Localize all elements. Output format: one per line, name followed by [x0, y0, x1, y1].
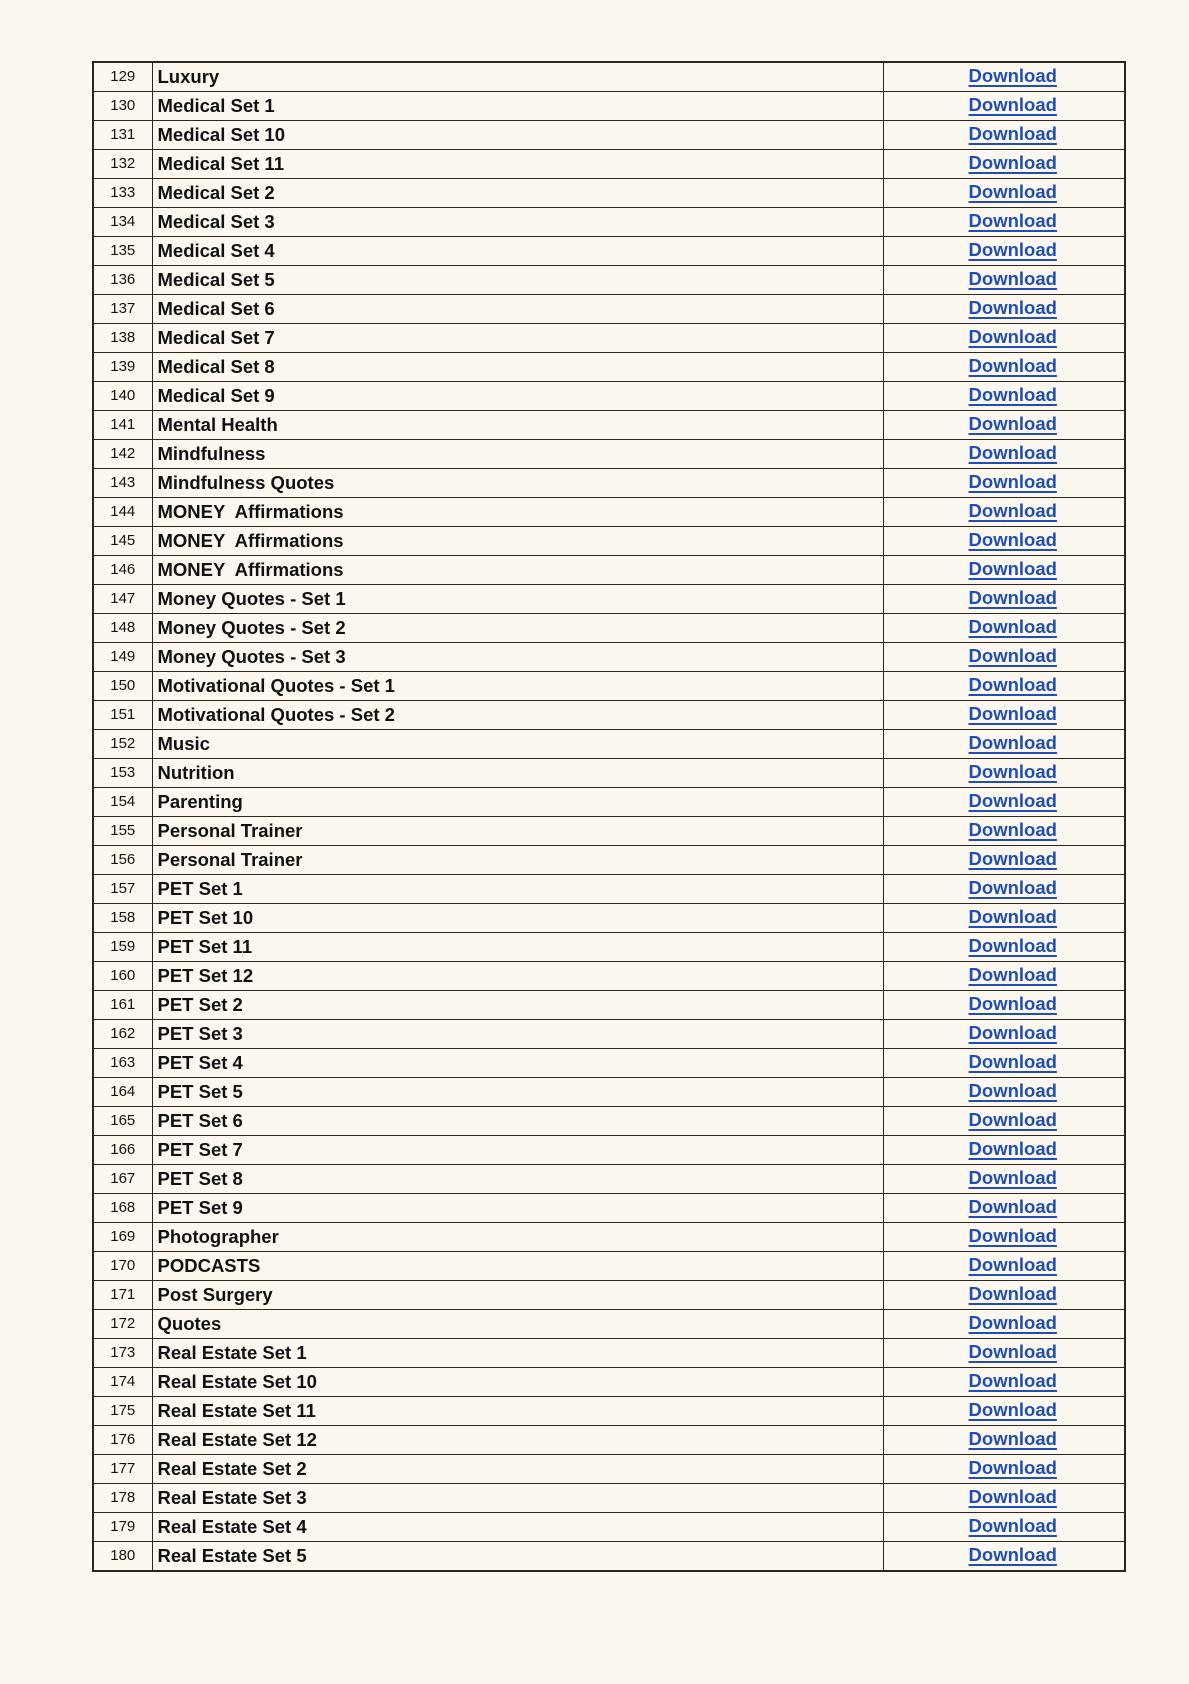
download-cell [883, 817, 1125, 846]
download-link[interactable]: Download [968, 529, 1057, 550]
download-link[interactable]: Download [968, 1283, 1057, 1304]
download-cell [883, 904, 1125, 933]
item-name: Motivational Quotes - Set 2 [152, 701, 883, 730]
item-name: Parenting [152, 788, 883, 817]
item-name: PET Set 2 [152, 991, 883, 1020]
download-link[interactable]: Download [968, 819, 1057, 840]
row-number: 135 [93, 237, 152, 266]
download-link[interactable]: Download [968, 1399, 1057, 1420]
table-row [93, 1194, 1125, 1223]
item-name: Photographer [152, 1223, 883, 1252]
item-name: Medical Set 3 [152, 208, 883, 237]
download-link[interactable]: Download [968, 500, 1057, 521]
row-number: 133 [93, 179, 152, 208]
download-link[interactable]: Download [968, 268, 1057, 289]
download-cell [883, 1107, 1125, 1136]
download-cell [883, 933, 1125, 962]
download-link[interactable]: Download [968, 848, 1057, 869]
row-number: 145 [93, 527, 152, 556]
download-link[interactable]: Download [968, 181, 1057, 202]
download-cell [883, 875, 1125, 904]
download-cell [883, 1252, 1125, 1281]
row-number: 155 [93, 817, 152, 846]
item-name: Money Quotes - Set 3 [152, 643, 883, 672]
download-link[interactable]: Download [968, 297, 1057, 318]
download-link[interactable]: Download [968, 471, 1057, 492]
row-number: 149 [93, 643, 152, 672]
table-row [93, 701, 1125, 730]
table-row [93, 556, 1125, 585]
row-number: 177 [93, 1455, 152, 1484]
row-number: 157 [93, 875, 152, 904]
download-link[interactable]: Download [968, 1167, 1057, 1188]
item-name: Medical Set 6 [152, 295, 883, 324]
item-name: PET Set 6 [152, 1107, 883, 1136]
row-number: 165 [93, 1107, 152, 1136]
table-row [93, 643, 1125, 672]
row-number: 172 [93, 1310, 152, 1339]
download-cell [883, 353, 1125, 382]
row-number: 169 [93, 1223, 152, 1252]
table-row [93, 962, 1125, 991]
row-number: 148 [93, 614, 152, 643]
download-link[interactable]: Download [968, 877, 1057, 898]
row-number: 179 [93, 1513, 152, 1542]
table-row [93, 469, 1125, 498]
row-number: 176 [93, 1426, 152, 1455]
item-name: Real Estate Set 10 [152, 1368, 883, 1397]
table-row [93, 1484, 1125, 1513]
download-cell [883, 1339, 1125, 1368]
download-cell [883, 585, 1125, 614]
item-name: Medical Set 2 [152, 179, 883, 208]
download-link[interactable]: Download [968, 442, 1057, 463]
download-cell [883, 614, 1125, 643]
download-link[interactable]: Download [968, 1457, 1057, 1478]
download-link[interactable]: Download [968, 239, 1057, 260]
table-row [93, 1455, 1125, 1484]
row-number: 142 [93, 440, 152, 469]
item-name: Real Estate Set 2 [152, 1455, 883, 1484]
item-name: Medical Set 5 [152, 266, 883, 295]
download-link[interactable]: Download [968, 761, 1057, 782]
download-cell [883, 121, 1125, 150]
table-row [93, 208, 1125, 237]
table-row [93, 266, 1125, 295]
item-name: Motivational Quotes - Set 1 [152, 672, 883, 701]
item-name: MONEY Affirmations [152, 556, 883, 585]
download-cell [883, 237, 1125, 266]
item-name: Medical Set 4 [152, 237, 883, 266]
download-cell [883, 1484, 1125, 1513]
row-number: 140 [93, 382, 152, 411]
table-row [93, 759, 1125, 788]
row-number: 163 [93, 1049, 152, 1078]
row-number: 143 [93, 469, 152, 498]
download-link[interactable]: Download [968, 1341, 1057, 1362]
download-cell [883, 556, 1125, 585]
item-name: Mindfulness Quotes [152, 469, 883, 498]
download-cell [883, 962, 1125, 991]
table-row [93, 295, 1125, 324]
download-cell [883, 730, 1125, 759]
table-row [93, 1136, 1125, 1165]
download-link[interactable]: Download [968, 790, 1057, 811]
item-name: Money Quotes - Set 2 [152, 614, 883, 643]
item-name: Medical Set 1 [152, 92, 883, 121]
download-link[interactable]: Download [968, 384, 1057, 405]
table-row [93, 1542, 1125, 1572]
row-number: 159 [93, 933, 152, 962]
download-link[interactable]: Download [968, 645, 1057, 666]
download-link[interactable]: Download [968, 1022, 1057, 1043]
item-name: MONEY Affirmations [152, 498, 883, 527]
table-row [93, 121, 1125, 150]
row-number: 162 [93, 1020, 152, 1049]
row-number: 175 [93, 1397, 152, 1426]
download-link[interactable]: Download [968, 703, 1057, 724]
download-link[interactable]: Download [968, 1138, 1057, 1159]
item-name: PET Set 11 [152, 933, 883, 962]
row-number: 150 [93, 672, 152, 701]
row-number: 174 [93, 1368, 152, 1397]
item-name: PET Set 12 [152, 962, 883, 991]
item-name: Medical Set 7 [152, 324, 883, 353]
table-row [93, 730, 1125, 759]
table-row [93, 1078, 1125, 1107]
table-row [93, 1252, 1125, 1281]
table-row [93, 440, 1125, 469]
table-row [93, 150, 1125, 179]
download-link[interactable]: Download [968, 1080, 1057, 1101]
download-link[interactable]: Download [968, 1515, 1057, 1536]
table-row [93, 498, 1125, 527]
item-name: PET Set 1 [152, 875, 883, 904]
download-cell [883, 208, 1125, 237]
download-link[interactable]: Download [968, 935, 1057, 956]
row-number: 141 [93, 411, 152, 440]
download-link[interactable]: Download [968, 210, 1057, 231]
download-link[interactable]: Download [968, 1428, 1057, 1449]
item-name: PET Set 8 [152, 1165, 883, 1194]
row-number: 158 [93, 904, 152, 933]
item-name: Real Estate Set 12 [152, 1426, 883, 1455]
item-name: Medical Set 8 [152, 353, 883, 382]
row-number: 167 [93, 1165, 152, 1194]
download-link[interactable]: Download [968, 732, 1057, 753]
row-number: 137 [93, 295, 152, 324]
item-name: Post Surgery [152, 1281, 883, 1310]
table-row [93, 382, 1125, 411]
download-cell [883, 1368, 1125, 1397]
item-name: PET Set 4 [152, 1049, 883, 1078]
row-number: 147 [93, 585, 152, 614]
download-link[interactable]: Download [968, 1486, 1057, 1507]
item-name: Personal Trainer [152, 817, 883, 846]
item-name: Mental Health [152, 411, 883, 440]
table-row [93, 1107, 1125, 1136]
row-number: 166 [93, 1136, 152, 1165]
download-cell [883, 1136, 1125, 1165]
download-cell [883, 92, 1125, 121]
download-cell [883, 1455, 1125, 1484]
download-cell [883, 62, 1125, 92]
download-cell [883, 1513, 1125, 1542]
table-row [93, 1165, 1125, 1194]
row-number: 170 [93, 1252, 152, 1281]
item-name: Real Estate Set 1 [152, 1339, 883, 1368]
item-name: Real Estate Set 5 [152, 1542, 883, 1572]
download-cell [883, 440, 1125, 469]
item-name: Medical Set 9 [152, 382, 883, 411]
download-link[interactable]: Download [968, 1312, 1057, 1333]
download-link[interactable]: Download [968, 123, 1057, 144]
row-number: 132 [93, 150, 152, 179]
download-cell [883, 1281, 1125, 1310]
item-name: Real Estate Set 4 [152, 1513, 883, 1542]
row-number: 156 [93, 846, 152, 875]
download-link[interactable]: Download [968, 616, 1057, 637]
row-number: 160 [93, 962, 152, 991]
table-row [93, 1368, 1125, 1397]
table-row [93, 817, 1125, 846]
item-name: Real Estate Set 11 [152, 1397, 883, 1426]
download-cell [883, 788, 1125, 817]
table-row [93, 788, 1125, 817]
download-cell [883, 469, 1125, 498]
item-name: Luxury [152, 62, 883, 92]
row-number: 154 [93, 788, 152, 817]
download-cell [883, 991, 1125, 1020]
table-row [93, 585, 1125, 614]
table-row [93, 614, 1125, 643]
download-cell [883, 1165, 1125, 1194]
download-link[interactable]: Download [968, 1254, 1057, 1275]
row-number: 168 [93, 1194, 152, 1223]
table-row [93, 411, 1125, 440]
download-cell [883, 1194, 1125, 1223]
table-row [93, 846, 1125, 875]
item-name: Music [152, 730, 883, 759]
download-link[interactable]: Download [968, 65, 1057, 86]
download-link[interactable]: Download [968, 1225, 1057, 1246]
item-name: PET Set 5 [152, 1078, 883, 1107]
table-row [93, 62, 1125, 92]
row-number: 164 [93, 1078, 152, 1107]
download-link[interactable]: Download [968, 587, 1057, 608]
item-name: Personal Trainer [152, 846, 883, 875]
row-number: 138 [93, 324, 152, 353]
item-name: Medical Set 11 [152, 150, 883, 179]
table-row [93, 1310, 1125, 1339]
item-name: Money Quotes - Set 1 [152, 585, 883, 614]
download-cell [883, 324, 1125, 353]
download-cell [883, 672, 1125, 701]
table-row [93, 1049, 1125, 1078]
row-number: 144 [93, 498, 152, 527]
table-body [93, 62, 1125, 1571]
item-name: Mindfulness [152, 440, 883, 469]
table-row [93, 92, 1125, 121]
download-list-table [92, 61, 1126, 1572]
row-number: 134 [93, 208, 152, 237]
row-number: 180 [93, 1542, 152, 1572]
row-number: 178 [93, 1484, 152, 1513]
download-link[interactable]: Download [968, 152, 1057, 173]
download-link[interactable]: Download [968, 993, 1057, 1014]
row-number: 130 [93, 92, 152, 121]
table-row [93, 324, 1125, 353]
download-cell [883, 1542, 1125, 1572]
table-row [93, 933, 1125, 962]
download-cell [883, 150, 1125, 179]
download-cell [883, 1310, 1125, 1339]
download-cell [883, 1020, 1125, 1049]
item-name: Nutrition [152, 759, 883, 788]
download-cell [883, 1397, 1125, 1426]
table-row [93, 1513, 1125, 1542]
item-name: PET Set 7 [152, 1136, 883, 1165]
download-link[interactable]: Download [968, 94, 1057, 115]
row-number: 139 [93, 353, 152, 382]
table-row [93, 1397, 1125, 1426]
row-number: 146 [93, 556, 152, 585]
row-number: 153 [93, 759, 152, 788]
table-row [93, 1426, 1125, 1455]
download-link[interactable]: Download [968, 1051, 1057, 1072]
item-name: Real Estate Set 3 [152, 1484, 883, 1513]
download-cell [883, 1223, 1125, 1252]
item-name: PODCASTS [152, 1252, 883, 1281]
download-link[interactable]: Download [968, 1109, 1057, 1130]
download-cell [883, 846, 1125, 875]
row-number: 129 [93, 62, 152, 92]
download-cell [883, 266, 1125, 295]
table-row [93, 904, 1125, 933]
table-row [93, 179, 1125, 208]
download-link[interactable]: Download [968, 558, 1057, 579]
download-cell [883, 759, 1125, 788]
table-row [93, 875, 1125, 904]
table-row [93, 527, 1125, 556]
table-row [93, 1020, 1125, 1049]
item-name: PET Set 3 [152, 1020, 883, 1049]
table-row [93, 353, 1125, 382]
download-cell [883, 1078, 1125, 1107]
row-number: 152 [93, 730, 152, 759]
download-cell [883, 1049, 1125, 1078]
table-row [93, 991, 1125, 1020]
item-name: MONEY Affirmations [152, 527, 883, 556]
table-row [93, 672, 1125, 701]
row-number: 131 [93, 121, 152, 150]
download-link[interactable]: Download [968, 674, 1057, 695]
download-link[interactable]: Download [968, 1196, 1057, 1217]
row-number: 171 [93, 1281, 152, 1310]
download-cell [883, 179, 1125, 208]
download-link[interactable]: Download [968, 326, 1057, 347]
row-number: 136 [93, 266, 152, 295]
download-cell [883, 1426, 1125, 1455]
download-link[interactable]: Download [968, 906, 1057, 927]
download-cell [883, 701, 1125, 730]
row-number: 173 [93, 1339, 152, 1368]
item-name: Quotes [152, 1310, 883, 1339]
table-row [93, 237, 1125, 266]
table-row [93, 1339, 1125, 1368]
item-name: PET Set 9 [152, 1194, 883, 1223]
download-link[interactable]: Download [968, 1544, 1057, 1565]
item-name: Medical Set 10 [152, 121, 883, 150]
download-link[interactable]: Download [968, 1370, 1057, 1391]
download-cell [883, 498, 1125, 527]
download-cell [883, 382, 1125, 411]
download-link[interactable]: Download [968, 413, 1057, 434]
item-name: PET Set 10 [152, 904, 883, 933]
download-cell [883, 527, 1125, 556]
table-row [93, 1223, 1125, 1252]
download-cell [883, 643, 1125, 672]
download-link[interactable]: Download [968, 964, 1057, 985]
row-number: 161 [93, 991, 152, 1020]
download-cell [883, 411, 1125, 440]
download-link[interactable]: Download [968, 355, 1057, 376]
table-row [93, 1281, 1125, 1310]
download-cell [883, 295, 1125, 324]
row-number: 151 [93, 701, 152, 730]
